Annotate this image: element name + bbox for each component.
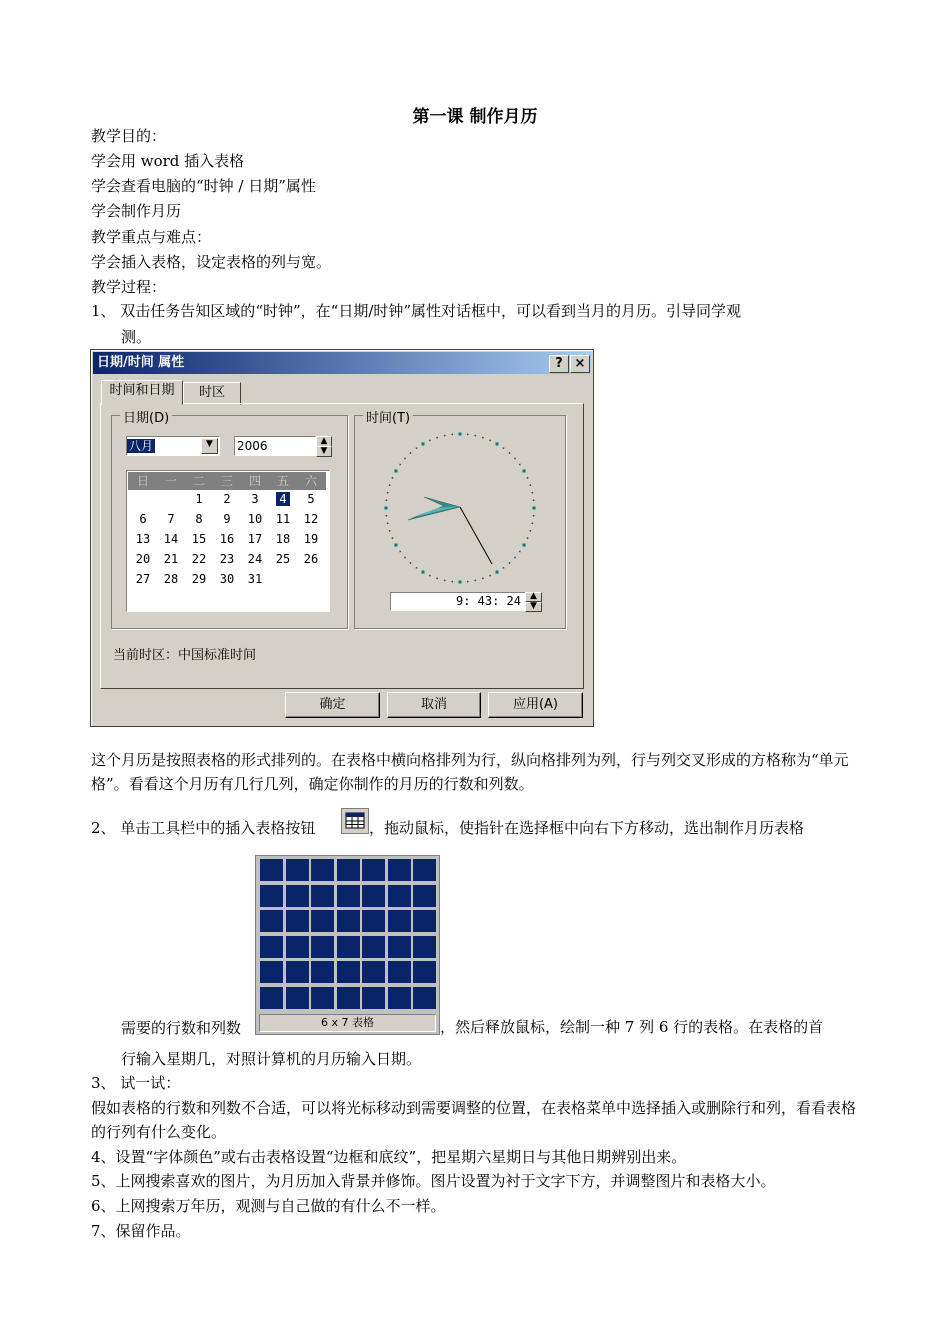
grid-picker-cell[interactable] xyxy=(362,859,385,881)
calendar-day[interactable]: 20 xyxy=(135,552,151,566)
keypoints-text: 学会插入表格，设定表格的列与宽。 xyxy=(91,253,332,271)
calendar-day[interactable]: 25 xyxy=(275,552,291,566)
clock-tick xyxy=(416,567,418,569)
calendar-day[interactable]: 5 xyxy=(307,492,315,506)
grid-picker-cell[interactable] xyxy=(388,961,411,983)
dialog-titlebar xyxy=(93,352,591,374)
step2-part5: 行输入星期几，对照计算机的月历输入日期。 xyxy=(121,1050,422,1068)
grid-picker-cell[interactable] xyxy=(413,910,436,932)
clock-tick xyxy=(519,551,521,553)
clock-tick xyxy=(410,452,412,454)
clock-tick xyxy=(459,433,462,436)
clock-tick xyxy=(410,562,412,564)
grid-picker-cell[interactable] xyxy=(311,987,334,1009)
clock-tick xyxy=(387,523,389,525)
calendar-day[interactable]: 1 xyxy=(195,492,203,506)
clock-tick xyxy=(429,440,431,442)
grid-picker-cell[interactable] xyxy=(388,885,411,907)
grid-picker-cell[interactable] xyxy=(286,936,309,958)
clock-tick xyxy=(532,523,534,525)
calendar-grid[interactable] xyxy=(126,470,330,612)
calendar-day[interactable]: 29 xyxy=(191,572,207,586)
step2-part3: 需要的行数和列数 xyxy=(121,1019,242,1037)
clock-tick xyxy=(523,470,526,473)
table-grid-picker[interactable] xyxy=(255,855,440,1035)
keypoints-heading: 教学重点与难点： xyxy=(91,228,212,246)
calendar-day[interactable]: 7 xyxy=(167,512,175,526)
tab-timezone[interactable]: 时区 xyxy=(183,382,241,405)
tab-datetime[interactable]: 时间和日期 xyxy=(101,380,183,405)
grid-picker-cell[interactable] xyxy=(388,859,411,881)
calendar-day[interactable]: 13 xyxy=(135,532,151,546)
clock-tick xyxy=(386,515,388,517)
month-select[interactable] xyxy=(126,436,220,456)
calendar-day[interactable]: 15 xyxy=(191,532,207,546)
month-value: 八月 xyxy=(129,439,154,453)
clock-tick xyxy=(467,581,469,583)
calendar-day[interactable]: 18 xyxy=(275,532,291,546)
clock-tick xyxy=(387,492,389,494)
clock-tick xyxy=(399,464,401,466)
grid-picker-cell[interactable] xyxy=(286,859,309,881)
grid-picker-cell[interactable] xyxy=(311,859,334,881)
calendar-day[interactable]: 22 xyxy=(191,552,207,566)
clock-tick xyxy=(389,530,391,532)
clock-tick xyxy=(503,447,505,449)
calendar-day[interactable]: 2 xyxy=(223,492,231,506)
grid-picker-cell[interactable] xyxy=(388,910,411,932)
step3-heading: 3、 试一试： xyxy=(91,1074,181,1092)
dialog-title: 日期/时间 属性 xyxy=(97,355,185,370)
year-field[interactable] xyxy=(234,436,316,456)
table-explanation: 这个月历是按照表格的形式排列的。在表格中横向格排列为行，纵向格排列为列，行与列交叉形成的方格称为“单元格”。看看这个月历有几行几列，确定你制作的月历的行数和列数。 xyxy=(91,751,849,793)
grid-picker-cell[interactable] xyxy=(260,936,283,958)
calendar-day[interactable]: 16 xyxy=(219,532,235,546)
calendar-day[interactable]: 19 xyxy=(303,532,319,546)
grid-picker-cell[interactable] xyxy=(362,885,385,907)
grid-picker-cell[interactable] xyxy=(286,885,309,907)
clock-tick xyxy=(429,575,431,577)
calendar-day[interactable]: 28 xyxy=(163,572,179,586)
time-field[interactable] xyxy=(390,592,526,611)
calendar-day[interactable]: 4 xyxy=(276,492,290,506)
grid-picker-cell[interactable] xyxy=(413,961,436,983)
calendar-day[interactable]: 27 xyxy=(135,572,151,586)
grid-picker-cell[interactable] xyxy=(260,961,283,983)
calendar-day[interactable]: 6 xyxy=(139,512,147,526)
clock-tick xyxy=(416,447,418,449)
grid-picker-cell[interactable] xyxy=(362,910,385,932)
calendar-day[interactable]: 10 xyxy=(247,512,263,526)
clock-tick xyxy=(514,557,516,559)
grid-picker-cell[interactable] xyxy=(260,910,283,932)
clock-tick xyxy=(392,477,394,479)
grid-picker-cell[interactable] xyxy=(413,987,436,1009)
grid-picker-cell[interactable] xyxy=(362,961,385,983)
step2-part2: ，拖动鼠标，使指针在选择框中向右下方移动，选出制作月历表格 xyxy=(369,819,805,837)
clock-tick xyxy=(482,578,484,580)
clock-tick xyxy=(530,484,532,486)
ok-button[interactable]: 确定 xyxy=(285,692,380,718)
step4-text: 4、设置“字体颜色”或右击表格设置“边框和底纹”，把星期六星期日与其他日期辨别出来。 xyxy=(91,1148,687,1166)
clock-tick xyxy=(519,464,521,466)
process-heading: 教学过程： xyxy=(91,278,167,296)
grid-picker-cell[interactable] xyxy=(286,910,309,932)
step2-part4: ，然后释放鼠标，绘制一种 7 列 6 行的表格。在表格的首 xyxy=(440,1018,824,1036)
grid-picker-cell[interactable] xyxy=(413,885,436,907)
step3-text: 假如表格的行数和列数不合适，可以将光标移动到需要调整的位置，在表格菜单中选择插入或删除行和列，看看表格的行列有什么变化。 xyxy=(91,1099,857,1141)
year-up-icon[interactable]: ▲ xyxy=(316,436,332,447)
grid-picker-cell[interactable] xyxy=(362,936,385,958)
clock-tick xyxy=(509,562,511,564)
clock-tick xyxy=(496,571,499,574)
time-value: 9: 43: 24 xyxy=(455,594,521,608)
insert-table-icon[interactable] xyxy=(341,808,369,834)
clock-tick xyxy=(475,435,477,437)
clock-tick xyxy=(422,442,425,445)
clock-tick xyxy=(527,477,529,479)
step1-line1: 1、 双击任务告知区域的“时钟”，在“日期/时钟”属性对话框中，可以看到当月的月历。引导同学观 xyxy=(91,302,742,320)
page-title: 第一课 制作月历 xyxy=(412,107,538,127)
calendar-day[interactable]: 3 xyxy=(251,492,259,506)
clock-tick xyxy=(530,530,532,532)
clock-tick xyxy=(385,507,388,510)
calendar-day[interactable]: 30 xyxy=(219,572,235,586)
grid-picker-cell[interactable] xyxy=(311,910,334,932)
clock-tick xyxy=(436,578,438,580)
analog-clock-icon xyxy=(380,428,540,588)
clock-tick xyxy=(496,442,499,445)
calendar-day[interactable]: 31 xyxy=(247,572,263,586)
clock-tick xyxy=(533,507,536,510)
objectives-heading: 教学目的： xyxy=(91,127,167,145)
grid-picker-cell[interactable] xyxy=(388,936,411,958)
grid-picker-cell[interactable] xyxy=(311,961,334,983)
weekday-header: 四 xyxy=(248,474,261,488)
weekday-header: 六 xyxy=(304,474,317,488)
time-group-label: 时间(T) xyxy=(363,407,413,426)
grid-picker-cell[interactable] xyxy=(337,859,360,881)
clock-tick xyxy=(389,484,391,486)
clock-tick xyxy=(489,440,491,442)
clock-tick xyxy=(482,437,484,439)
clock-tick xyxy=(475,580,477,582)
grid-picker-cell[interactable] xyxy=(337,936,360,958)
grid-picker-cell[interactable] xyxy=(260,987,283,1009)
cancel-button[interactable]: 取消 xyxy=(387,692,481,718)
grid-picker-cell[interactable] xyxy=(311,936,334,958)
clock-tick xyxy=(394,544,397,547)
objective-1: 学会用 word 插入表格 xyxy=(91,152,245,170)
year-down-icon[interactable]: ▼ xyxy=(316,446,332,457)
calendar-day[interactable]: 26 xyxy=(303,552,319,566)
calendar-day[interactable]: 21 xyxy=(163,552,179,566)
calendar-day[interactable]: 9 xyxy=(223,512,231,526)
grid-picker-cell[interactable] xyxy=(337,961,360,983)
clock-tick xyxy=(444,435,446,437)
datetime-dialog xyxy=(90,349,594,727)
time-down-icon[interactable]: ▼ xyxy=(525,602,542,612)
clock-tick xyxy=(386,500,388,502)
timezone-label: 当前时区：中国标准时间 xyxy=(113,648,257,663)
date-group-label: 日期(D) xyxy=(120,407,172,426)
calendar-day[interactable]: 17 xyxy=(247,532,263,546)
grid-picker-cell[interactable] xyxy=(260,859,283,881)
time-up-icon[interactable]: ▲ xyxy=(525,592,542,602)
clock-tick xyxy=(452,581,454,583)
grid-picker-cell[interactable] xyxy=(362,987,385,1009)
objective-3: 学会制作月历 xyxy=(91,202,182,220)
clock-tick xyxy=(533,515,535,517)
clock-tick xyxy=(509,452,511,454)
grid-picker-cell[interactable] xyxy=(388,987,411,1009)
grid-size-caption: 6 x 7 表格 xyxy=(259,1014,436,1032)
calendar-day[interactable]: 14 xyxy=(163,532,179,546)
clock-tick xyxy=(532,492,534,494)
clock-tick xyxy=(514,458,516,460)
weekday-header: 五 xyxy=(276,474,289,488)
objective-2: 学会查看电脑的“时钟 / 日期”属性 xyxy=(91,177,316,195)
clock-tick xyxy=(404,458,406,460)
tab-panel xyxy=(100,403,584,689)
grid-picker-cell[interactable] xyxy=(311,885,334,907)
clock-tick xyxy=(527,537,529,539)
clock-tick xyxy=(436,437,438,439)
clock-tick xyxy=(489,575,491,577)
grid-picker-cell[interactable] xyxy=(413,936,436,958)
clock-tick xyxy=(503,567,505,569)
clock-tick xyxy=(523,544,526,547)
clock-tick xyxy=(452,434,454,436)
clock-tick xyxy=(404,557,406,559)
calendar-day[interactable]: 11 xyxy=(275,512,291,526)
grid-picker-cell[interactable] xyxy=(286,987,309,1009)
clock-tick xyxy=(533,500,535,502)
step6-text: 6、上网搜索万年历，观测与自己做的有什么不一样。 xyxy=(91,1197,446,1215)
clock-tick xyxy=(394,470,397,473)
clock-tick xyxy=(459,581,462,584)
chevron-down-icon[interactable]: ▼ xyxy=(201,438,218,454)
clock-tick xyxy=(399,551,401,553)
calendar-day[interactable]: 8 xyxy=(195,512,203,526)
clock-tick xyxy=(392,537,394,539)
clock-tick xyxy=(422,571,425,574)
grid-picker-cell[interactable] xyxy=(260,885,283,907)
help-button[interactable]: ? xyxy=(549,355,569,373)
calendar-day[interactable]: 12 xyxy=(303,512,319,526)
time-group xyxy=(354,411,566,629)
close-button[interactable]: × xyxy=(570,355,590,373)
calendar-day[interactable]: 24 xyxy=(247,552,263,566)
grid-picker-cell[interactable] xyxy=(337,987,360,1009)
clock-tick xyxy=(444,580,446,582)
grid-picker-cell[interactable] xyxy=(413,859,436,881)
step7-text: 7、保留作品。 xyxy=(91,1222,191,1240)
calendar-day[interactable]: 23 xyxy=(219,552,235,566)
weekday-header: 二 xyxy=(192,474,205,488)
apply-button[interactable]: 应用(A) xyxy=(488,692,583,718)
step1-line2: 测。 xyxy=(121,328,152,346)
grid-picker-cell[interactable] xyxy=(337,885,360,907)
grid-picker-cell[interactable] xyxy=(337,910,360,932)
weekday-header: 一 xyxy=(164,474,177,488)
step5-text: 5、上网搜索喜欢的图片，为月历加入背景并修饰。图片设置为衬于文字下方，并调整图片和表格大小。 xyxy=(91,1172,776,1190)
weekday-header: 日 xyxy=(136,474,149,488)
step2-part1: 2、 单击工具栏中的插入表格按钮 xyxy=(91,819,316,837)
grid-picker-cell[interactable] xyxy=(286,961,309,983)
year-value: 2006 xyxy=(237,439,268,453)
clock-tick xyxy=(467,434,469,436)
weekday-header: 三 xyxy=(220,474,233,488)
